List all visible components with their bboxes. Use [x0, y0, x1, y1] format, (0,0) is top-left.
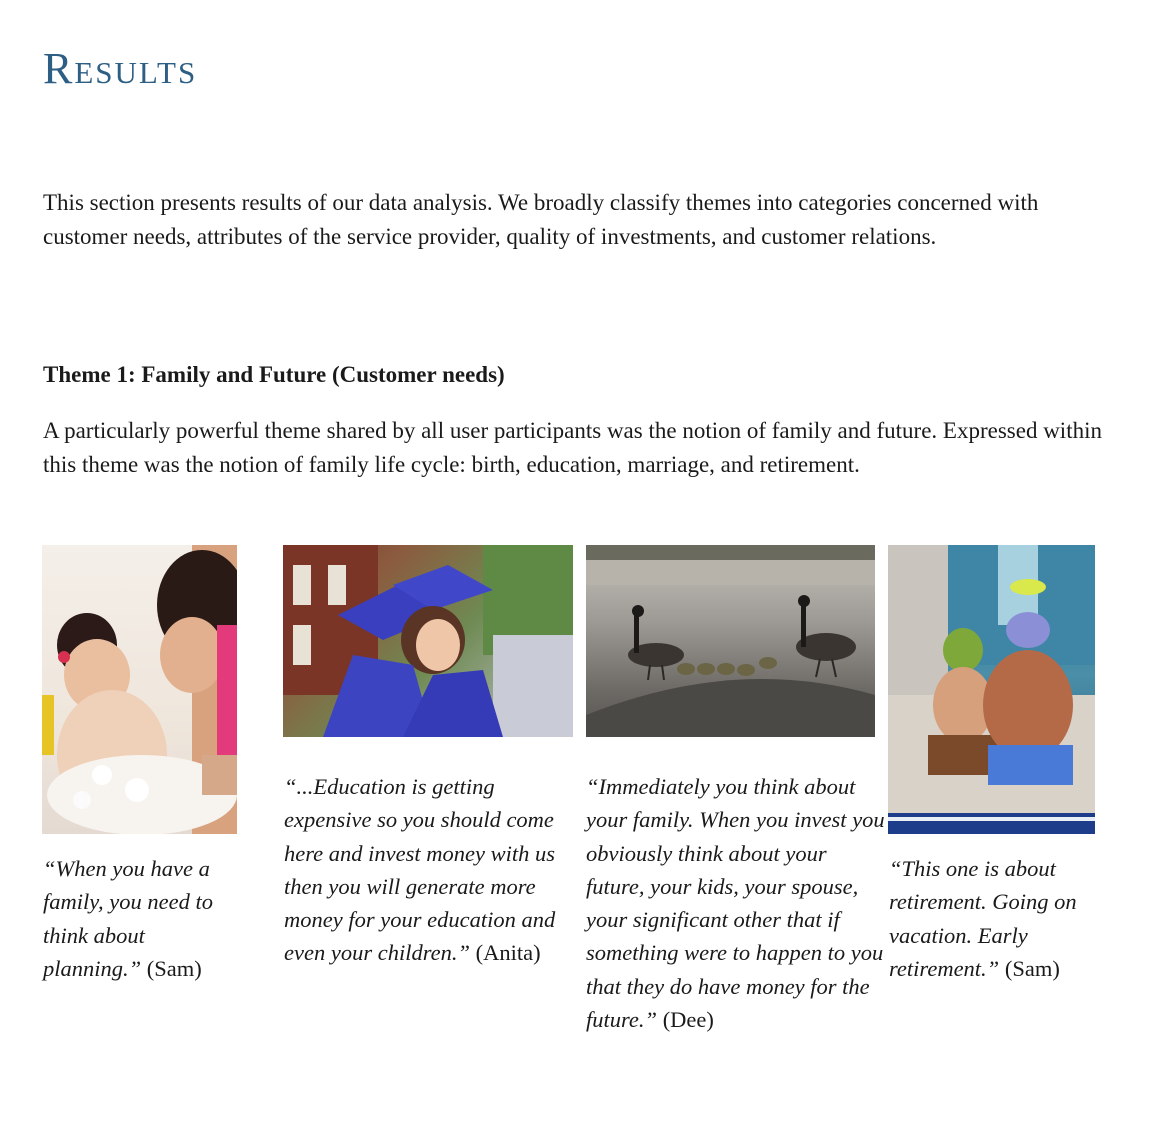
geese-family-photo: [586, 545, 875, 737]
quote-text: “Immediately you think about your family. When you invest you obviously think about your future, your kids, your spouse, your significant other that if something were to happen to you that they do have money for the future.”: [586, 774, 885, 1033]
quote-caption: [284, 770, 579, 970]
theme-heading: Theme 1: Family and Future (Customer needs): [43, 362, 505, 387]
mother-child-bath-photo: [42, 545, 237, 834]
quote-attribution: (Sam): [1004, 955, 1060, 981]
quote-caption: [586, 770, 886, 1036]
quote-caption: [43, 852, 243, 985]
quote-text: “When you have a family, you need to think about planning.”: [43, 856, 213, 981]
quote-text: “This one is about retirement. Going on vacation. Early retirement.”: [889, 856, 1077, 981]
quote-attribution: (Sam): [146, 955, 202, 981]
graduation-hug-photo: [283, 545, 573, 737]
quote-caption: [889, 852, 1119, 985]
quote-attribution: (Dee): [662, 1007, 714, 1033]
theme-paragraph: A particularly powerful theme shared by all user participants was the notion of family and future. Expressed within this theme was the notion of family life cycle: birth, education, marriage, and retirement.: [43, 418, 1102, 477]
quote-attribution: (Anita): [475, 940, 541, 966]
intro-paragraph: This section presents results of our data analysis. We broadly classify themes into categories concerned with customer needs, attributes of the service provider, quality of investments, and customer relations.: [43, 190, 1039, 249]
section-title: Results: [43, 44, 198, 93]
retired-couple-pool-photo: [888, 545, 1095, 834]
quote-text: “...Education is getting expensive so you should come here and invest money with us then you will generate more money for your education and even your children.”: [284, 774, 556, 966]
